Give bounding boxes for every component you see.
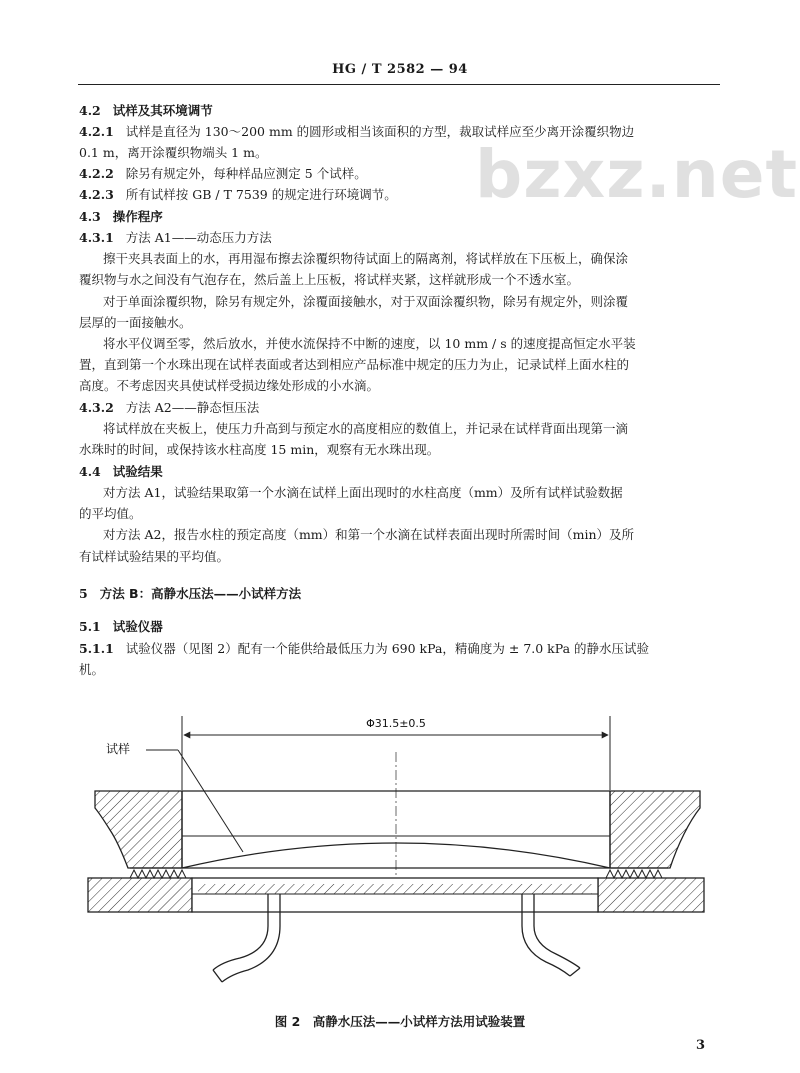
lower-clamp-plate [88, 878, 704, 912]
line-text: 方法 B：高静水压法——小试样方法 [99, 586, 302, 601]
line-text: 层厚的一面接触水。 [79, 315, 192, 330]
line-text: 方法 A2——静态恒压法 [125, 400, 260, 415]
line-text: 除另有规定外，每种样品应测定 5 个试样。 [125, 166, 367, 181]
section-number: 4.3.1 [79, 230, 114, 245]
section-number: 5.1.1 [79, 641, 114, 656]
section-number: 4.2.2 [79, 166, 114, 181]
line-text: 机。 [79, 662, 105, 677]
line-text: 对方法 A2，报告水柱的预定高度（mm）和第一个水滴在试样表面出现时所需时间（min）及所 [103, 527, 635, 542]
line-text: 0.1 m，离开涂覆织物端头 1 m。 [79, 145, 268, 160]
line-text: 将水平仪调至零，然后放水，并使水流保持不中断的速度，以 10 mm / s 的速度提高恒定水平装 [103, 336, 636, 351]
line-text: 对方法 A1，试验结果取第一个水滴在试样上面出现时的水柱高度（mm）及所有试样试验数据 [103, 485, 623, 500]
document-code-header: HG / T 2582 — 94 [332, 62, 468, 77]
section-number: 4.2.3 [79, 187, 114, 202]
watermark: bzxz.net [475, 136, 799, 213]
line-text: 置，直到第一个水珠出现在试样表面或者达到相应产品标准中规定的压力为止，记录试样上面水柱的 [79, 357, 630, 372]
line-text: 高度。不考虑因夹具使试样受损边缘处形成的小水滴。 [79, 378, 380, 393]
line-text: 所有试样按 GB / T 7539 的规定进行环境调节。 [125, 187, 397, 202]
line-text: 试样及其环境调节 [112, 103, 213, 118]
section-number: 4.3.2 [79, 400, 114, 415]
line-text: 对于单面涂覆织物，除另有规定外，涂覆面接触水，对于双面涂覆织物，除另有规定外，则涂覆 [103, 294, 629, 309]
line-text: 有试样试验结果的平均值。 [79, 549, 230, 564]
line-text: 水珠时的时间，或保持该水柱高度 15 min，观察有无水珠出现。 [79, 442, 440, 457]
line-text: 擦干夹具表面上的水，再用湿布擦去涂覆织物待试面上的隔离剂，将试样放在下压板上，确保涂 [103, 251, 629, 266]
line-text: 试样是直径为 130～200 mm 的圆形或相当该面积的方型，裁取试样应至少离开涂覆织物边 [125, 124, 635, 139]
section-number: 5.1 [79, 619, 101, 634]
section-number: 4.3 [79, 209, 101, 224]
line-text: 方法 A1——动态压力方法 [125, 230, 272, 245]
line-text: 试验仪器（见图 2）配有一个能供给最低压力为 690 kPa，精确度为 ± 7.0 kPa 的静水压试验 [125, 641, 650, 656]
line-text: 试验结果 [112, 464, 163, 479]
page-number: 3 [696, 1038, 706, 1053]
line-text: 试验仪器 [112, 619, 163, 634]
line-text: 操作程序 [112, 209, 163, 224]
line-text: 覆织物与水之间没有气泡存在，然后盖上上压板，将试样夹紧，这样就形成一个不透水室。 [79, 272, 580, 287]
figure-caption: 图 2 高静水压法——小试样方法用试验装置 [274, 1014, 526, 1029]
line-text: 将试样放在夹板上，使压力升高到与预定水的高度相应的数值上，并记录在试样背面出现第一滴 [103, 421, 629, 436]
line-text: 的平均值。 [79, 506, 142, 521]
section-number: 5 [79, 586, 88, 601]
dimension-label: Φ31.5±0.5 [366, 717, 426, 730]
section-number: 4.2.1 [79, 124, 114, 139]
section-number: 4.4 [79, 464, 101, 479]
specimen-label: 试样 [106, 742, 131, 756]
upper-clamp-plate [95, 791, 700, 868]
section-number: 4.2 [79, 103, 101, 118]
